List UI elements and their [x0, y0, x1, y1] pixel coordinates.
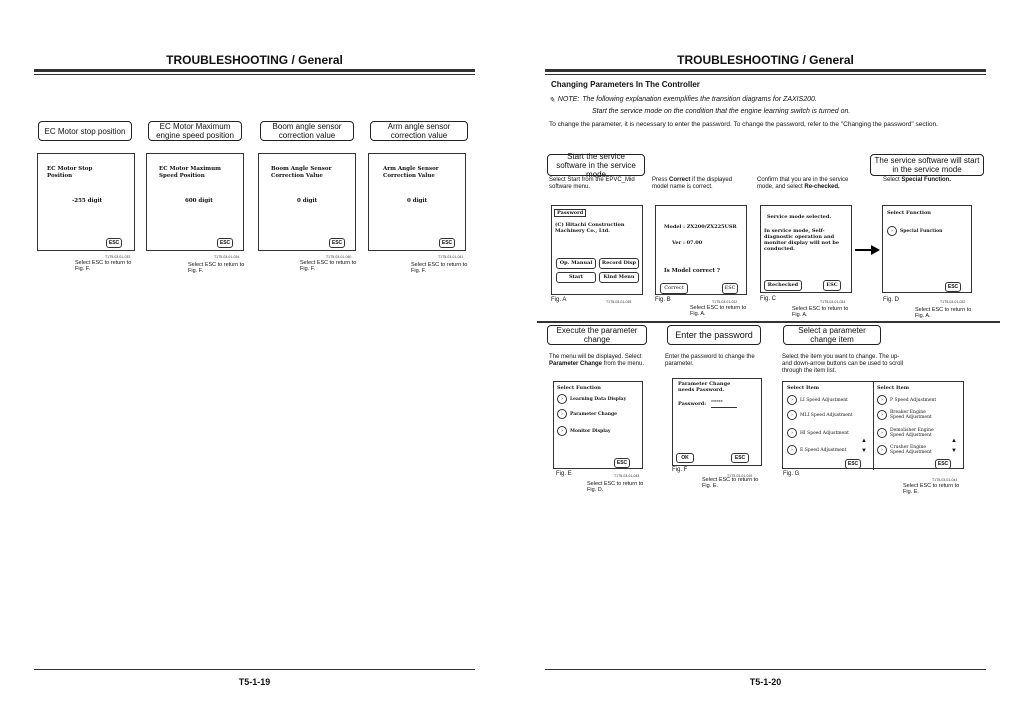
boom-value: 0 digit: [297, 198, 318, 204]
fig-g-item-hi[interactable]: › HI Speed Adjustment: [787, 428, 849, 438]
desc-e: The menu will be displayed. Select Parameter Change from the menu.: [549, 354, 645, 367]
ec-max-value: 600 digit: [185, 198, 213, 204]
fig-e-esc-button[interactable]: ESC: [614, 458, 630, 468]
fig-g-select-icon: ›: [877, 410, 887, 420]
left-page-number: T5-1-19: [238, 677, 271, 687]
boom-esc-button[interactable]: ESC: [329, 238, 345, 248]
fig-g-label: Fig. G: [783, 471, 800, 477]
desc-a: Select Start from the EPVC_Mid software menu.: [549, 177, 635, 190]
arm-value: 0 digit: [407, 198, 428, 204]
fig-c-caption: Select ESC to return to Fig. A.: [792, 306, 849, 318]
ec-stop-label-box: EC Motor stop position: [38, 121, 132, 141]
fig-b-caption: Select ESC to return to Fig. A.: [690, 305, 747, 317]
fig-c-esc-button[interactable]: ESC: [823, 280, 841, 291]
fig-g-item-li[interactable]: › LI Speed Adjustment: [787, 395, 848, 405]
boom-label-box: Boom angle sensor correction value: [260, 121, 354, 141]
right-page-number: T5-1-20: [749, 677, 782, 687]
fig-d-caption: Select ESC to return to Fig. A.: [915, 307, 972, 319]
fig-g-code: T1T5-03-01-044: [932, 478, 958, 482]
fig-e-select-icon: ›: [557, 426, 567, 436]
left-title-rule: [34, 69, 475, 72]
fig-f-esc-button[interactable]: ESC: [731, 453, 749, 463]
left-page-title: TROUBLESHOOTING / General: [166, 53, 343, 67]
desc-d: Select Special Function.: [883, 177, 952, 183]
desc-f: Enter the password to change the parameter.: [665, 354, 755, 367]
fig-e-code: T1T5-03-01-043: [614, 474, 640, 478]
fig-a-screen: [551, 205, 643, 295]
fig-d-title: Select Function: [887, 210, 931, 216]
step-execute-box: Execute the parameter change: [547, 325, 647, 345]
fig-d-screen: [882, 205, 972, 293]
fig-a-code: T1T5-03-01-035: [606, 300, 632, 304]
fig-g-item-p[interactable]: › P Speed Adjustment: [877, 395, 936, 405]
fig-g-item-breaker[interactable]: › Breaker Engine Speed Adjustment: [877, 410, 939, 420]
ec-stop-esc-button[interactable]: ESC: [106, 238, 122, 248]
arm-code: T1T5-03-01-041: [438, 255, 464, 259]
ec-max-caption: Select ESC to return to Fig. F.: [188, 262, 245, 274]
step-service-box: The service software will start in the service mode: [870, 154, 984, 176]
arm-label-box: Arm angle sensor correction value: [370, 121, 468, 141]
fig-c-rechecked-button[interactable]: Rechecked: [764, 280, 802, 291]
fig-g-select-icon: ›: [877, 395, 887, 405]
fig-e-learning-item[interactable]: › Learning Data Display: [557, 394, 626, 404]
fig-a-label: Fig. A: [551, 297, 567, 303]
fig-g-select-icon: ›: [877, 445, 887, 455]
fig-f-password-input[interactable]: ******: [711, 400, 737, 408]
note: [549, 96, 817, 104]
ec-max-screen: [146, 153, 244, 251]
fig-g-select-icon: ›: [787, 395, 797, 405]
note-line2: Start the service mode on the condition that the engine learning switch is turned on.: [592, 108, 851, 115]
arm-screen-title: Arm Angle Sensor Correction Value: [383, 166, 439, 179]
boom-caption: Select ESC to return to Fig. F.: [300, 260, 357, 272]
fig-e-select-icon: ›: [557, 394, 567, 404]
intro-text: To change the parameter, it is necessary to enter the password. To change the password, refer to the "Changing the password" section.: [549, 121, 938, 128]
fig-d-label: Fig. D: [883, 297, 900, 303]
ec-max-code: T1T5-03-01-034: [214, 255, 240, 259]
left-title-rule-thin: [34, 74, 475, 75]
fig-g-title-right: Select Item: [877, 385, 910, 391]
desc-b: Press Correct if the displayed model name is correct.: [652, 177, 733, 190]
fig-d-select-icon: ›: [887, 226, 897, 236]
ec-max-label-box: EC Motor Maximum engine speed position: [148, 121, 242, 141]
boom-screen: [258, 153, 356, 251]
desc-g: Select the item you want to change. The up- and down-arrow buttons can be used to scroll through the item list.: [782, 354, 904, 374]
fig-b-label: Fig. B: [655, 297, 671, 303]
fig-f-title: Parameter Change needs Password.: [678, 381, 731, 393]
fig-g-select-icon: ›: [877, 428, 887, 438]
fig-g-caption: Select ESC to return to Fig. E.: [903, 483, 960, 495]
down-arrow-icon[interactable]: ▼: [861, 448, 867, 454]
row-divider: [537, 321, 1000, 323]
ec-stop-value: -255 digit: [72, 198, 103, 204]
fig-g-select-icon: ›: [787, 410, 797, 420]
note-icon: ✎: [549, 97, 555, 104]
fig-e-screen: [553, 381, 643, 469]
note-line1: The following explanation exemplifies the transition diagrams for ZAXIS200.: [582, 96, 817, 103]
fig-b-correct-button[interactable]: Correct: [660, 283, 688, 294]
fig-g-item-demolisher[interactable]: › Demolisher Engine Speed Adjustment: [877, 428, 939, 438]
fig-f-code: T1T5-03-01-015: [727, 474, 753, 478]
fig-b-screen: [655, 205, 747, 295]
right-page-title: TROUBLESHOOTING / General: [677, 53, 854, 67]
step-start-box: Start the service software in the service mode: [547, 154, 645, 176]
boom-code: T1T5-03-01-040: [326, 255, 352, 259]
right-title-rule-thin: [545, 74, 986, 75]
fig-c-code: T1T5-03-01-034: [820, 300, 846, 304]
ec-max-esc-button[interactable]: ESC: [217, 238, 233, 248]
fig-c-screen: [760, 205, 852, 293]
fig-e-select-icon: ›: [557, 409, 567, 419]
ec-max-screen-title: EC Motor Maximum Speed Position: [159, 166, 221, 179]
right-title-rule: [545, 69, 986, 72]
fig-c-title: Service mode selected.: [767, 214, 832, 220]
fig-a-password-tab[interactable]: Password: [554, 209, 586, 217]
arm-caption: Select ESC to return to Fig. F.: [411, 262, 468, 274]
up-arrow-icon[interactable]: ▲: [951, 438, 957, 444]
boom-screen-title: Boom Angle Sensor Correction Value: [271, 166, 332, 179]
fig-g-item-mli[interactable]: › MLI Speed Adjustment: [787, 410, 853, 420]
fig-g-item-crusher[interactable]: › Crusher Engine Speed Adjustment: [877, 445, 939, 455]
fig-g-item-e[interactable]: › E Speed Adjustment: [787, 445, 847, 455]
fig-d-special-function-item[interactable]: › Special Function: [887, 226, 942, 236]
fig-e-label: Fig. E: [556, 471, 572, 477]
arrow-right-icon: [855, 244, 881, 256]
down-arrow-icon[interactable]: ▼: [951, 448, 957, 454]
fig-f-label: Fig. F: [672, 467, 688, 473]
fig-g-select-icon: ›: [787, 445, 797, 455]
ec-stop-code: T1T5-03-01-033: [105, 255, 131, 259]
fig-g-select-icon: ›: [787, 428, 797, 438]
fig-g-esc-button-left[interactable]: ESC: [845, 459, 861, 469]
step-password-box: Enter the password: [667, 325, 761, 345]
fig-f-screen: [672, 378, 762, 466]
fig-e-monitor-item[interactable]: › Monitor Display: [557, 426, 611, 436]
ec-stop-screen-title: EC Motor Stop Position: [47, 166, 93, 179]
fig-d-code: T1T5-03-01-032: [940, 300, 966, 304]
fig-e-caption: Select ESC to return to Fig. D.: [587, 481, 644, 493]
section-heading: Changing Parameters In The Controller: [551, 80, 700, 89]
fig-e-title: Select Function: [557, 385, 601, 391]
arm-esc-button[interactable]: ESC: [439, 238, 455, 248]
fig-b-code: T1T5-03-01-012: [712, 300, 738, 304]
fig-a-company: (C) Hitachi Construction Machinery Co., Ltd.: [555, 222, 625, 234]
fig-a-op-manual-button[interactable]: Op. Manual: [556, 258, 596, 269]
fig-b-question: Is Model correct ?: [664, 268, 721, 274]
ec-stop-caption: Select ESC to return to Fig. F.: [75, 260, 132, 272]
left-footer-rule: [34, 669, 475, 670]
up-arrow-icon[interactable]: ▲: [861, 438, 867, 444]
desc-c: Confirm that you are in the service mode, and select Re-checked.: [757, 177, 849, 190]
fig-g-divider: [873, 382, 874, 470]
fig-c-label: Fig. C: [760, 296, 777, 302]
fig-a-kind-menu-button[interactable]: Kind Menu: [599, 272, 639, 283]
fig-a-start-button[interactable]: Start: [556, 272, 596, 283]
fig-b-esc-button[interactable]: ESC: [722, 283, 738, 294]
fig-f-ok-button[interactable]: OK: [676, 453, 694, 463]
fig-g-screen: [782, 381, 964, 469]
step-select-box: Select a parameter change item: [783, 325, 881, 345]
fig-g-title-left: Select Item: [787, 385, 820, 391]
note-label: NOTE:: [557, 96, 580, 103]
arm-screen: [368, 153, 466, 251]
fig-b-model: Model : ZX200/ZX225USR: [664, 224, 737, 230]
fig-a-record-disp-button[interactable]: Record Disp: [599, 258, 639, 269]
fig-f-caption: Select ESC to return to Fig. E.: [702, 477, 759, 489]
fig-f-password-label: Password:: [678, 401, 707, 407]
right-footer-rule: [545, 669, 986, 670]
fig-g-esc-button-right[interactable]: ESC: [935, 459, 951, 469]
fig-c-body: In service mode, Self-diagnostic operation and monitor display will not be conducted.: [764, 228, 840, 252]
ec-stop-screen: [37, 153, 135, 251]
fig-e-parameter-item[interactable]: › Parameter Change: [557, 409, 617, 419]
fig-b-ver: Ver : 07.00: [672, 240, 703, 246]
fig-d-esc-button[interactable]: ESC: [945, 282, 961, 292]
